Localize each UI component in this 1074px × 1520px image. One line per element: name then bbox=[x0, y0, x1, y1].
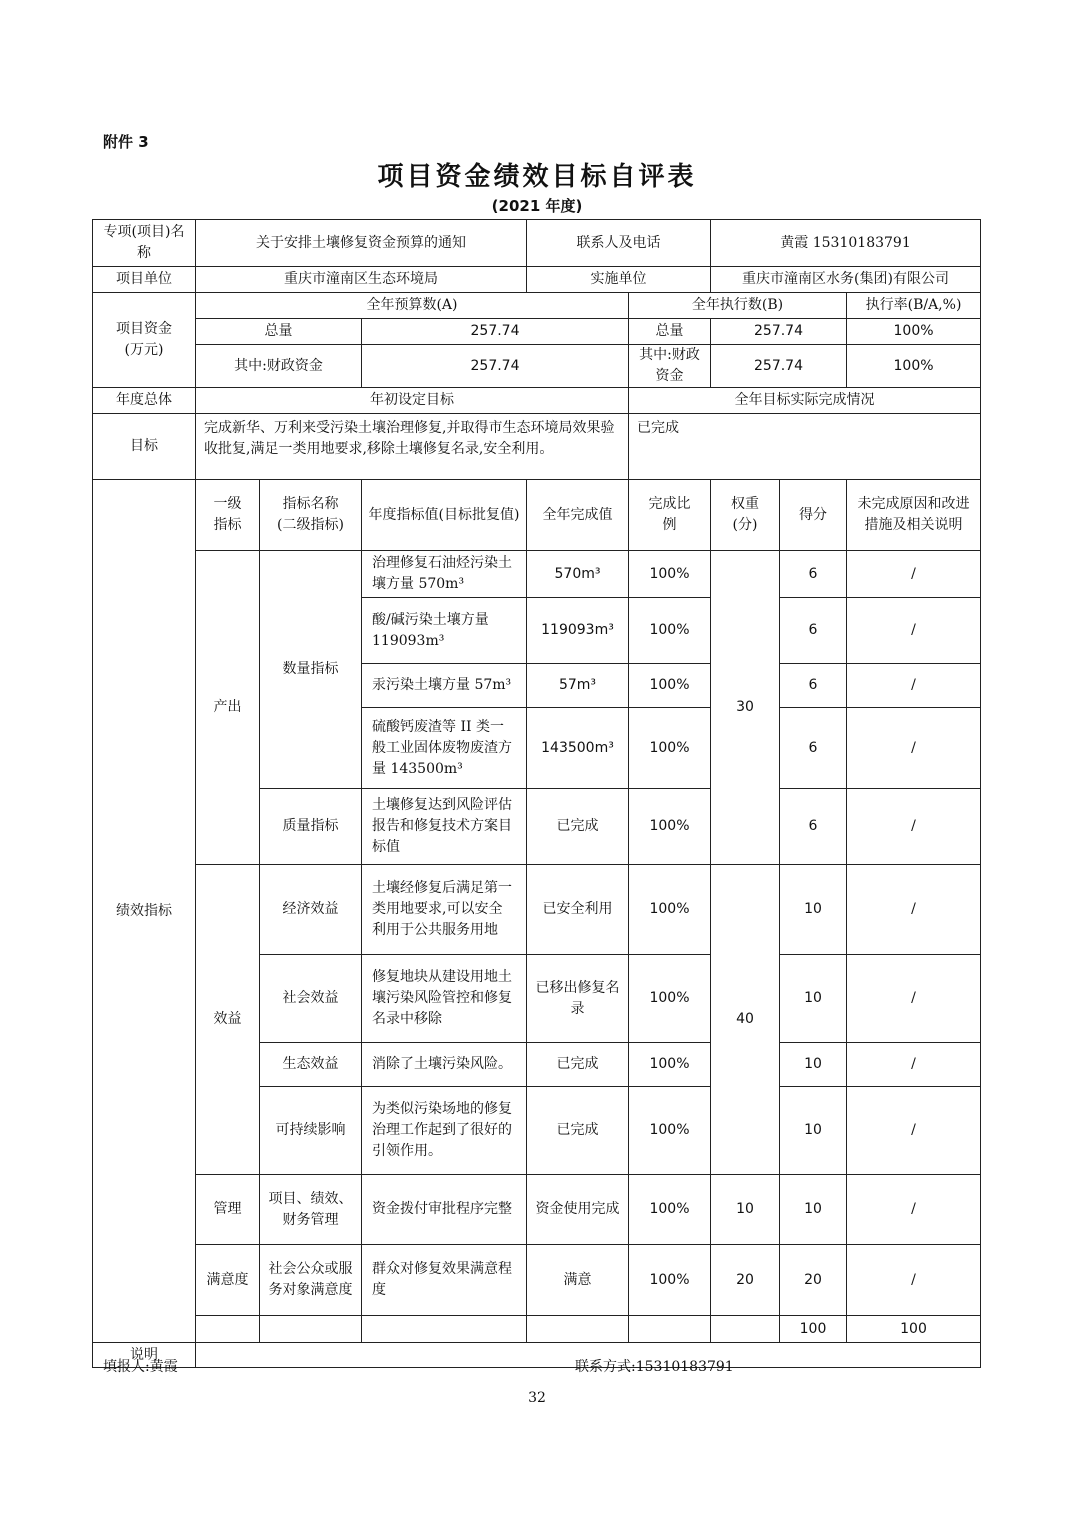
satisfy-ratio: 100% bbox=[629, 1245, 711, 1316]
note-header: 未完成原因和改进措施及相关说明 bbox=[847, 480, 981, 551]
initial-goal-header: 年初设定目标 bbox=[196, 388, 629, 414]
manage-actual: 资金使用完成 bbox=[527, 1175, 629, 1245]
project-name: 关于安排土壤修复资金预算的通知 bbox=[196, 220, 527, 267]
satisfy-weight: 20 bbox=[711, 1245, 780, 1316]
weight-header: 权重 (分) bbox=[711, 480, 780, 551]
self-evaluation-table bbox=[92, 219, 981, 1368]
benefit-actual: 已移出修复名录 bbox=[527, 955, 629, 1043]
total-rate: 100% bbox=[847, 319, 981, 345]
total-row-cell bbox=[527, 1316, 629, 1343]
quality-target: 土壤修复达到风险评估报告和修复技术方案目标值 bbox=[362, 789, 527, 865]
quality-actual: 已完成 bbox=[527, 789, 629, 865]
quantity-ratio: 100% bbox=[629, 708, 711, 789]
total-row-cell bbox=[196, 1316, 260, 1343]
explain-label: 说明 bbox=[93, 1343, 196, 1368]
benefit-target: 消除了土壤污染风险。 bbox=[362, 1043, 527, 1087]
contact-value: 黄霞 15310183791 bbox=[711, 220, 981, 267]
contact-label: 联系人及电话 bbox=[527, 220, 711, 267]
fiscal-label: 其中:财政资金 bbox=[196, 345, 362, 388]
filler-label: 填报人:黄霞 bbox=[103, 1359, 178, 1375]
quantity-target: 治理修复石油烃污染土壤方量 570m³ bbox=[362, 551, 527, 598]
fiscal-rate: 100% bbox=[847, 345, 981, 388]
score-header: 得分 bbox=[780, 480, 847, 551]
level2-header: 指标名称 (二级指标) bbox=[260, 480, 362, 551]
benefit-note: / bbox=[847, 955, 981, 1043]
project-name-label: 专项(项目)名称 bbox=[93, 220, 196, 267]
budget-header: 全年预算数(A) bbox=[196, 293, 629, 319]
manage-ratio: 100% bbox=[629, 1175, 711, 1245]
year-label: (2021 年度) bbox=[491, 197, 583, 215]
benefit-label: 效益 bbox=[196, 865, 260, 1175]
benefit-score: 10 bbox=[780, 955, 847, 1043]
quantity-actual: 570m³ bbox=[527, 551, 629, 598]
quantity-target: 酸/碱污染土壤方量 119093m³ bbox=[362, 598, 527, 664]
fiscal-exec: 257.74 bbox=[711, 345, 847, 388]
quantity-label: 数量指标 bbox=[260, 551, 362, 789]
quality-note: / bbox=[847, 789, 981, 865]
total-exec-label: 总量 bbox=[629, 319, 711, 345]
benefit-name: 生态效益 bbox=[260, 1043, 362, 1087]
footer-contact: 联系方式:15310183791 bbox=[575, 1359, 734, 1375]
quantity-score: 6 bbox=[780, 708, 847, 789]
quantity-score: 6 bbox=[780, 598, 847, 664]
benefit-score: 10 bbox=[780, 1087, 847, 1175]
benefit-actual: 已完成 bbox=[527, 1043, 629, 1087]
quantity-note: / bbox=[847, 708, 981, 789]
goal-actual: 已完成 bbox=[629, 414, 981, 480]
manage-target: 资金拨付审批程序完整 bbox=[362, 1175, 527, 1245]
exec-header: 全年执行数(B) bbox=[629, 293, 847, 319]
total-budget: 257.74 bbox=[362, 319, 629, 345]
ratio-header: 完成比 例 bbox=[629, 480, 711, 551]
benefit-score: 10 bbox=[780, 1043, 847, 1087]
impl-value: 重庆市潼南区水务(集团)有限公司 bbox=[711, 267, 981, 293]
satisfy-target: 群众对修复效果满意程度 bbox=[362, 1245, 527, 1316]
page-number: 32 bbox=[528, 1390, 546, 1406]
satisfy-label: 满意度 bbox=[196, 1245, 260, 1316]
quantity-note: / bbox=[847, 551, 981, 598]
page-title: 项目资金绩效目标自评表 bbox=[377, 162, 697, 192]
total-score: 100 bbox=[847, 1316, 981, 1343]
satisfy-name: 社会公众或服务对象满意度 bbox=[260, 1245, 362, 1316]
level1-header: 一级 指标 bbox=[196, 480, 260, 551]
quantity-score: 6 bbox=[780, 664, 847, 708]
benefit-target: 土壤经修复后满足第一类用地要求,可以安全利用于公共服务用地 bbox=[362, 865, 527, 955]
target-header: 年度指标值(目标批复值) bbox=[362, 480, 527, 551]
quantity-actual: 119093m³ bbox=[527, 598, 629, 664]
benefit-ratio: 100% bbox=[629, 1087, 711, 1175]
quantity-actual: 143500m³ bbox=[527, 708, 629, 789]
benefit-name: 社会效益 bbox=[260, 955, 362, 1043]
benefit-name: 经济效益 bbox=[260, 865, 362, 955]
unit-label: 项目单位 bbox=[93, 267, 196, 293]
overall-label: 年度总体 bbox=[93, 388, 196, 414]
satisfy-score: 20 bbox=[780, 1245, 847, 1316]
manage-label: 管理 bbox=[196, 1175, 260, 1245]
total-row-cell bbox=[711, 1316, 780, 1343]
perf-section-label: 绩效指标 bbox=[93, 480, 196, 1343]
benefit-note: / bbox=[847, 1087, 981, 1175]
satisfy-actual: 满意 bbox=[527, 1245, 629, 1316]
quality-label: 质量指标 bbox=[260, 789, 362, 865]
manage-name: 项目、绩效、财务管理 bbox=[260, 1175, 362, 1245]
goal-label: 目标 bbox=[93, 414, 196, 480]
quantity-note: / bbox=[847, 664, 981, 708]
total-row-cell bbox=[362, 1316, 527, 1343]
benefit-note: / bbox=[847, 1043, 981, 1087]
satisfy-note: / bbox=[847, 1245, 981, 1316]
total-row-cell bbox=[260, 1316, 362, 1343]
total-weight: 100 bbox=[780, 1316, 847, 1343]
quantity-actual: 57m³ bbox=[527, 664, 629, 708]
quantity-note: / bbox=[847, 598, 981, 664]
funds-label: 项目资金 (万元) bbox=[93, 293, 196, 388]
benefit-ratio: 100% bbox=[629, 955, 711, 1043]
unit-value: 重庆市潼南区生态环境局 bbox=[196, 267, 527, 293]
attachment-label: 附件 3 bbox=[103, 133, 149, 151]
actual-header: 全年完成值 bbox=[527, 480, 629, 551]
manage-score: 10 bbox=[780, 1175, 847, 1245]
benefit-actual: 已安全利用 bbox=[527, 865, 629, 955]
rate-header: 执行率(B/A,%) bbox=[847, 293, 981, 319]
total-label: 总量 bbox=[196, 319, 362, 345]
benefit-ratio: 100% bbox=[629, 1043, 711, 1087]
benefit-ratio: 100% bbox=[629, 865, 711, 955]
benefit-note: / bbox=[847, 865, 981, 955]
output-weight: 30 bbox=[711, 551, 780, 865]
manage-weight: 10 bbox=[711, 1175, 780, 1245]
quality-ratio: 100% bbox=[629, 789, 711, 865]
quantity-score: 6 bbox=[780, 551, 847, 598]
benefit-name: 可持续影响 bbox=[260, 1087, 362, 1175]
quantity-target: 硫酸钙废渣等 II 类一般工业固体废物废渣方量 143500m³ bbox=[362, 708, 527, 789]
impl-label: 实施单位 bbox=[527, 267, 711, 293]
quantity-ratio: 100% bbox=[629, 551, 711, 598]
benefit-weight: 40 bbox=[711, 865, 780, 1175]
benefit-target: 为类似污染场地的修复治理工作起到了很好的引领作用。 bbox=[362, 1087, 527, 1175]
quality-score: 6 bbox=[780, 789, 847, 865]
benefit-target: 修复地块从建设用地土壤污染风险管控和修复名录中移除 bbox=[362, 955, 527, 1043]
goal-text: 完成新华、万利来受污染土壤治理修复,并取得市生态环境局效果验收批复,满足一类用地要求,移除土壤修复名录,安全利用。 bbox=[196, 414, 629, 480]
manage-note: / bbox=[847, 1175, 981, 1245]
fiscal-exec-label: 其中:财政资金 bbox=[629, 345, 711, 388]
total-row-cell bbox=[629, 1316, 711, 1343]
output-label: 产出 bbox=[196, 551, 260, 865]
actual-goal-header: 全年目标实际完成情况 bbox=[629, 388, 981, 414]
quantity-target: 汞污染土壤方量 57m³ bbox=[362, 664, 527, 708]
benefit-score: 10 bbox=[780, 865, 847, 955]
fiscal-budget: 257.74 bbox=[362, 345, 629, 388]
total-exec: 257.74 bbox=[711, 319, 847, 345]
benefit-actual: 已完成 bbox=[527, 1087, 629, 1175]
quantity-ratio: 100% bbox=[629, 598, 711, 664]
quantity-ratio: 100% bbox=[629, 664, 711, 708]
